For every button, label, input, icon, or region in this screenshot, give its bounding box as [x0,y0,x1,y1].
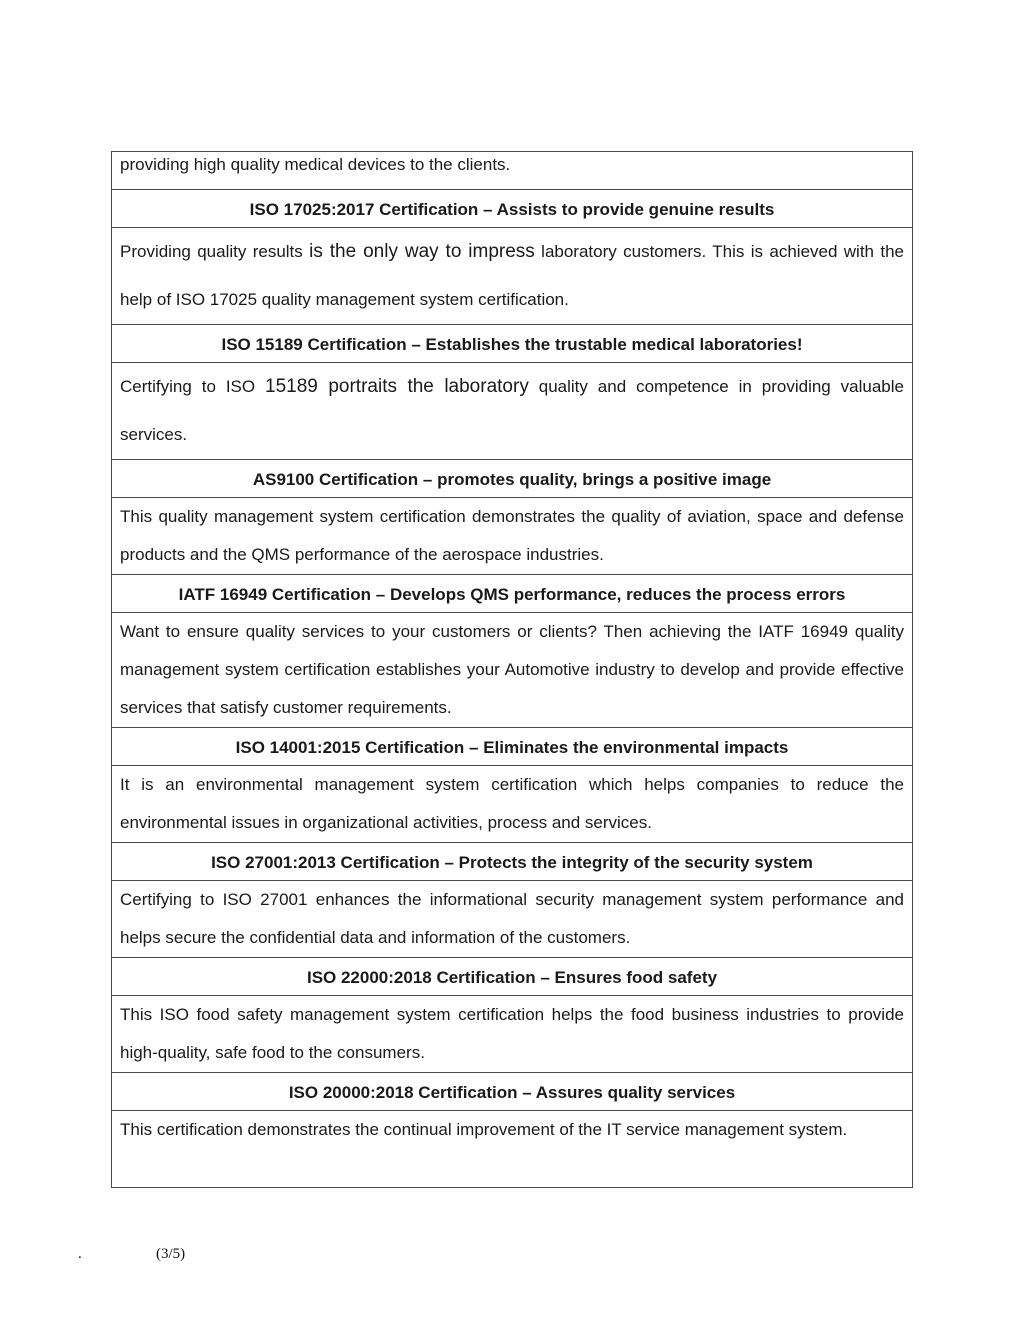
heading-iso-27001: ISO 27001:2013 Certification – Protects the integrity of the security system [112,843,913,881]
heading-iatf-16949: IATF 16949 Certification – Develops QMS performance, reduces the process errors [112,575,913,613]
footer-dot: . [78,1246,82,1262]
body-iso-17025: Providing quality results is the only way to impress laboratory customers. This is achieved with the help of ISO 17025 quality management system certification. [112,228,913,325]
body-iso-20000: This certification demonstrates the continual improvement of the IT service management system. [112,1111,913,1188]
body-iso-15189: Certifying to ISO 15189 portraits the laboratory quality and competence in providing valuable services. [112,363,913,460]
heading-as9100: AS9100 Certification – promotes quality, brings a positive image [112,460,913,498]
heading-iso-22000: ISO 22000:2018 Certification – Ensures food safety [112,958,913,996]
heading-iso-14001: ISO 14001:2015 Certification – Eliminates the environmental impacts [112,728,913,766]
body-iso-27001: Certifying to ISO 27001 enhances the informational security management system performance and helps secure the confidential data and information of the customers. [112,881,913,958]
body-iso-14001: It is an environmental management system certification which helps companies to reduce the environmental issues in organizational activities, process and services. [112,766,913,843]
body-as9100: This quality management system certification demonstrates the quality of aviation, space and defense products and the QMS performance of the aerospace industries. [112,498,913,575]
heading-iso-20000: ISO 20000:2018 Certification – Assures quality services [112,1073,913,1111]
certification-table [111,151,913,1188]
page-number: (3/5) [156,1246,186,1262]
intro-text: providing high quality medical devices to the clients. [112,152,913,190]
heading-iso-15189: ISO 15189 Certification – Establishes the trustable medical laboratories! [112,325,913,363]
body-iso-22000: This ISO food safety management system certification helps the food business industries to provide high-quality, safe food to the consumers. [112,996,913,1073]
body-iatf-16949: Want to ensure quality services to your customers or clients? Then achieving the IATF 16949 quality management system certification establishes your Automotive industry to develop and provide effective services that satisfy customer requirements. [112,613,913,728]
heading-iso-17025: ISO 17025:2017 Certification – Assists to provide genuine results [112,190,913,228]
